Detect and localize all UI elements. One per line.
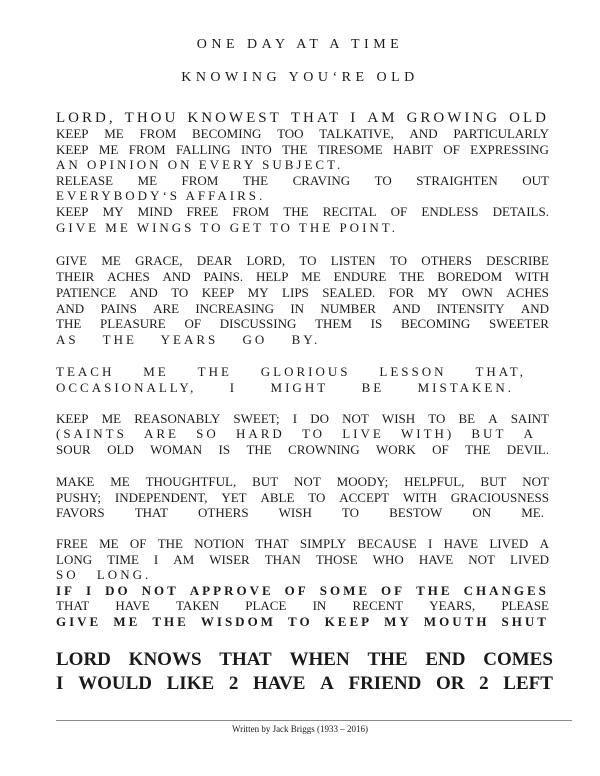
- word: ME: [137, 173, 158, 188]
- word: LORD: [56, 649, 111, 670]
- word: WITH): [400, 426, 455, 441]
- word: BOREDOM: [437, 269, 503, 284]
- word: IS: [218, 442, 231, 457]
- word: FOR: [388, 285, 415, 300]
- word: TALKATIVE,: [319, 126, 394, 141]
- word: OLD: [107, 442, 134, 457]
- word: WISH: [381, 411, 416, 426]
- word: ME: [110, 474, 130, 489]
- word: TO: [374, 173, 392, 188]
- word: I: [350, 110, 359, 126]
- word: KEEP: [56, 142, 89, 157]
- word: AND: [129, 285, 158, 300]
- word: TO: [171, 285, 189, 300]
- word: IN: [312, 598, 327, 613]
- word: GROWING: [406, 110, 501, 126]
- word: THOUGHTFUL,: [145, 474, 237, 489]
- word: FROM: [139, 126, 177, 141]
- poem-line: [56, 269, 549, 285]
- word: THAT: [255, 536, 289, 551]
- word: FREE: [186, 204, 219, 219]
- word: COMES: [483, 649, 553, 670]
- word: RECITAL: [322, 204, 377, 219]
- poem-line: AN OPINION ON EVERY SUBJECT.: [56, 157, 344, 172]
- word: BE: [361, 380, 385, 395]
- word: TEACH: [56, 364, 115, 379]
- word: TO: [308, 490, 326, 505]
- word: I: [229, 380, 238, 395]
- page-subtitle: KNOWING YOU‘RE OLD: [181, 70, 419, 85]
- word: FALLING: [175, 142, 231, 157]
- word: FROM: [128, 142, 166, 157]
- word: CROWNING: [288, 442, 360, 457]
- word: OF: [129, 536, 147, 551]
- word: SWEETER: [489, 316, 549, 331]
- word: MOODY;: [336, 474, 389, 489]
- word: 2: [479, 673, 489, 694]
- word: KNOWEST: [187, 110, 282, 126]
- word: OF: [284, 583, 309, 598]
- word: MIGHT: [270, 380, 329, 395]
- word: STRAIGHTEN: [416, 173, 498, 188]
- word: MY: [384, 614, 412, 629]
- word: CRAVING: [292, 173, 351, 188]
- word: MIND: [137, 204, 173, 219]
- word: GRACE,: [135, 253, 183, 268]
- word: PUSHY;: [56, 490, 102, 505]
- poem-line: [56, 316, 549, 332]
- word: BECOMING: [192, 126, 262, 141]
- word: SAINT: [510, 411, 549, 426]
- word: WHEN: [289, 649, 350, 670]
- word: LONG: [56, 552, 93, 567]
- word: LORD,: [56, 110, 116, 126]
- word: FREE: [56, 536, 88, 551]
- word: KNOWS: [128, 649, 202, 670]
- poem-line: EVERYBODY‘S AFFAIRS.: [56, 188, 266, 203]
- word: SEALED.: [322, 285, 376, 300]
- word: AND: [56, 301, 85, 316]
- word: LIPS: [282, 285, 309, 300]
- word: HAVE: [443, 536, 479, 551]
- word: AND: [392, 301, 421, 316]
- poem-line: [56, 142, 549, 158]
- poem-line: [56, 285, 549, 301]
- word: NOT: [468, 552, 495, 567]
- word: TIME: [107, 552, 139, 567]
- word: ME: [113, 614, 141, 629]
- word: LEFT: [503, 673, 553, 694]
- word: DEAR: [196, 253, 233, 268]
- word: OWN: [461, 285, 493, 300]
- poem-line: [56, 126, 549, 142]
- poem-line: [56, 474, 549, 490]
- word: AND: [162, 269, 191, 284]
- word: OF: [443, 142, 460, 157]
- word: INCREASING: [195, 301, 275, 316]
- word: RECENT: [352, 598, 404, 613]
- word: LORD,: [246, 253, 286, 268]
- word: ME: [99, 536, 119, 551]
- poem-line: [56, 536, 549, 552]
- word: END: [425, 649, 466, 670]
- word: KEEP: [56, 126, 89, 141]
- word: TO: [428, 411, 446, 426]
- word: OLD: [509, 110, 549, 126]
- word: THE: [283, 204, 309, 219]
- word: LIKE: [166, 673, 215, 694]
- word: OF: [184, 316, 202, 331]
- word: LESSON: [379, 364, 447, 379]
- word: ENDLESS: [421, 204, 479, 219]
- word: OTHERS: [198, 505, 249, 520]
- word: DO: [105, 583, 131, 598]
- word: ACHES: [107, 269, 150, 284]
- word: PLEASE: [501, 598, 549, 613]
- word: GLORIOUS: [260, 364, 351, 379]
- word: REASONABLY: [134, 411, 221, 426]
- word: I: [428, 536, 433, 551]
- word: FROM: [181, 173, 219, 188]
- word: OCCASIONALLY,: [56, 380, 197, 395]
- word: LIVED: [489, 536, 529, 551]
- word: GIVE: [56, 253, 88, 268]
- word: THE: [282, 142, 308, 157]
- closing-line: [56, 648, 553, 672]
- poem-line: [56, 583, 549, 599]
- word: THAN: [264, 552, 301, 567]
- word: SWEET;: [233, 411, 280, 426]
- word: MISTAKEN.: [417, 380, 514, 395]
- word: INDEPENDENT,: [114, 490, 208, 505]
- word: NOT: [294, 474, 321, 489]
- word: DEVIL.: [506, 442, 549, 457]
- poem-line: [56, 110, 549, 126]
- poem-line: [56, 411, 549, 427]
- word: HAVE: [115, 598, 150, 613]
- poem-line: [56, 204, 549, 220]
- word: INTENSITY: [436, 301, 505, 316]
- word: GIVE: [56, 614, 102, 629]
- word: ON: [472, 505, 492, 520]
- poem-line: AS THE YEARS GO BY.: [56, 332, 321, 347]
- word: DO: [310, 411, 329, 426]
- word: RELEASE: [56, 173, 114, 188]
- word: THAT: [219, 649, 272, 670]
- word: HARD: [235, 426, 285, 441]
- poem-line: [56, 426, 536, 442]
- word: WISER: [209, 552, 250, 567]
- word: APPROVE: [189, 583, 274, 598]
- word: NOT: [522, 474, 549, 489]
- word: ME.: [521, 505, 544, 520]
- word: WOULD: [78, 673, 152, 694]
- word: TO: [288, 614, 313, 629]
- word: WHO: [372, 552, 404, 567]
- word: NUMBER: [320, 301, 376, 316]
- word: PLACE: [245, 598, 287, 613]
- word: EXPRESSING: [470, 142, 549, 157]
- word: AM: [367, 110, 398, 126]
- word: OF: [381, 583, 406, 598]
- word: OF: [432, 442, 449, 457]
- word: SO: [196, 426, 219, 441]
- word: HELP: [255, 269, 289, 284]
- word: THE: [197, 364, 232, 379]
- word: LISTEN: [330, 253, 376, 268]
- word: THE: [56, 316, 82, 331]
- word: THE: [246, 442, 272, 457]
- divider: [56, 720, 572, 721]
- word: MY: [247, 285, 269, 300]
- word: ME: [301, 269, 321, 284]
- page-title: ONE DAY AT A TIME: [196, 37, 404, 52]
- word: MY: [427, 285, 449, 300]
- word: 2: [228, 673, 239, 694]
- word: NOTION: [194, 536, 245, 551]
- word: KEEP: [56, 411, 89, 426]
- word: ACHES: [506, 285, 549, 300]
- word: THAT: [290, 110, 342, 126]
- word: THE: [157, 536, 183, 551]
- word: PAINS: [100, 301, 137, 316]
- word: AM: [173, 552, 195, 567]
- word: THEM: [315, 316, 352, 331]
- word: (SAINTS: [56, 426, 127, 441]
- word: I: [292, 411, 298, 426]
- word: BE: [458, 411, 476, 426]
- poem-line: [56, 614, 549, 630]
- word: HAVE: [418, 552, 454, 567]
- word: THE: [399, 269, 425, 284]
- word: AND: [409, 126, 438, 141]
- word: ME: [101, 411, 122, 426]
- word: HAVE: [252, 673, 306, 694]
- word: SHUT: [501, 614, 549, 629]
- word: HELPFUL,: [404, 474, 465, 489]
- word: ABLE: [260, 490, 295, 505]
- word: MOUTH: [423, 614, 490, 629]
- poem-line: [56, 380, 514, 396]
- word: ARE: [144, 426, 179, 441]
- word: TO: [389, 253, 407, 268]
- word: IF: [56, 583, 75, 598]
- word: INTO: [240, 142, 272, 157]
- word: KEEP: [324, 614, 373, 629]
- word: A: [488, 411, 498, 426]
- word: THE: [416, 583, 453, 598]
- word: MY: [102, 204, 124, 219]
- poem-line: [56, 442, 549, 458]
- word: WITH: [402, 490, 437, 505]
- word: I: [56, 673, 64, 694]
- poem-line: [56, 364, 526, 380]
- word: PLEASURE: [100, 316, 166, 331]
- poem-line: [56, 173, 549, 189]
- word: ME: [104, 126, 124, 141]
- word: HABIT: [393, 142, 433, 157]
- word: THE: [242, 173, 269, 188]
- word: PARTICULARLY: [453, 126, 549, 141]
- word: OUT: [522, 173, 549, 188]
- author-credit: Written by Jack Briggs (1933 – 2016): [231, 724, 369, 734]
- word: OF: [390, 204, 408, 219]
- word: THE: [465, 442, 491, 457]
- word: TIRESOME: [317, 142, 383, 157]
- word: DISCUSSING: [219, 316, 297, 331]
- word: NOT: [141, 583, 179, 598]
- word: NOT: [342, 411, 369, 426]
- word: WOMAN: [150, 442, 203, 457]
- word: KEEP: [201, 285, 235, 300]
- word: A: [320, 673, 334, 694]
- poem-line: [56, 253, 549, 269]
- word: A: [539, 536, 549, 551]
- word: BUT: [252, 474, 279, 489]
- word: THOSE: [315, 552, 358, 567]
- word: OTHERS: [421, 253, 472, 268]
- word: IS: [370, 316, 383, 331]
- poem-line: [56, 598, 549, 614]
- word: THOU: [124, 110, 179, 126]
- word: ME: [143, 364, 169, 379]
- poem-line: SO LONG.: [56, 567, 152, 582]
- word: ARE: [153, 301, 180, 316]
- word: BUT: [471, 426, 507, 441]
- word: CHANGES: [463, 583, 549, 598]
- word: TO: [299, 253, 317, 268]
- word: ME: [98, 142, 119, 157]
- word: ENDURE: [333, 269, 387, 284]
- poem-line: [56, 490, 549, 506]
- word: THAT,: [475, 364, 526, 379]
- poem-line: [56, 301, 549, 317]
- poem-line: [56, 552, 549, 568]
- word: BECAUSE: [357, 536, 417, 551]
- poem-line: GIVE ME WINGS TO GET TO THE POINT.: [56, 220, 399, 235]
- word: THAT: [134, 505, 168, 520]
- word: OR: [435, 673, 465, 694]
- word: DESCRIBE: [486, 253, 549, 268]
- word: BECOMING: [400, 316, 471, 331]
- word: ACCEPT: [339, 490, 390, 505]
- word: TO: [341, 505, 360, 520]
- closing-line: [56, 672, 553, 696]
- word: DETAILS.: [492, 204, 549, 219]
- poem-line: [56, 505, 544, 521]
- word: YEARS,: [429, 598, 476, 613]
- word: SOUR: [56, 442, 91, 457]
- word: KEEP: [56, 204, 89, 219]
- word: TOO: [277, 126, 304, 141]
- word: WISH: [278, 505, 312, 520]
- word: LIVED: [510, 552, 549, 567]
- word: TAKEN: [176, 598, 220, 613]
- word: WISDOM: [200, 614, 276, 629]
- word: YET: [221, 490, 247, 505]
- word: WORK: [376, 442, 416, 457]
- word: THE: [152, 614, 189, 629]
- word: SIMPLY: [299, 536, 347, 551]
- word: AND: [520, 301, 549, 316]
- word: THEIR: [56, 269, 95, 284]
- word: FAVORS: [56, 505, 105, 520]
- word: WITH: [515, 269, 549, 284]
- word: THE: [367, 649, 408, 670]
- word: PATIENCE: [56, 285, 117, 300]
- word: GRACIOUSNESS: [450, 490, 549, 505]
- word: FRIEND: [348, 673, 422, 694]
- word: I: [86, 583, 95, 598]
- word: THAT: [56, 598, 90, 613]
- word: SOME: [319, 583, 371, 598]
- word: ME: [101, 253, 121, 268]
- word: I: [153, 552, 159, 567]
- word: PAINS.: [203, 269, 244, 284]
- word: BESTOW: [389, 505, 443, 520]
- word: MAKE: [56, 474, 95, 489]
- word: FROM: [232, 204, 270, 219]
- word: IN: [290, 301, 305, 316]
- word: BUT: [480, 474, 507, 489]
- word: TO: [301, 426, 326, 441]
- word: A: [523, 426, 536, 441]
- word: LIVE: [342, 426, 384, 441]
